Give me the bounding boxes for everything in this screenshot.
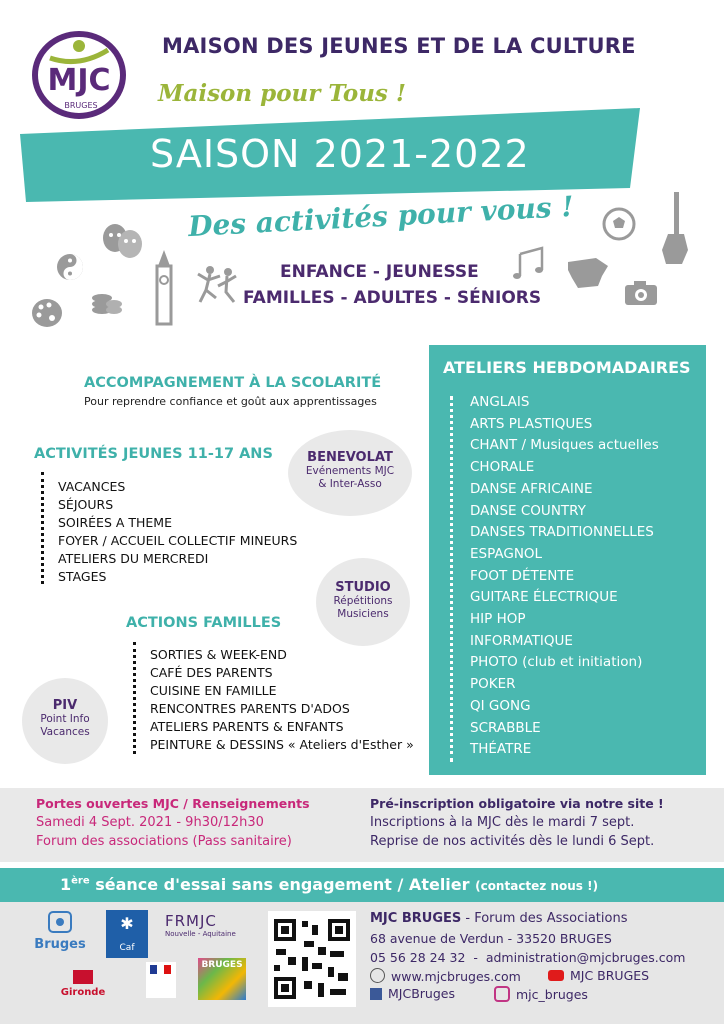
logo-subtext: BRUGES [64,101,98,110]
list-item: ATELIERS DU MERCREDI [58,551,209,566]
public-line-1: ENFANCE - JEUNESSE [280,262,479,282]
open-day-forum: Forum des associations (Pass sanitaire) [36,834,292,849]
youtube-link[interactable] [548,968,649,983]
jeunes-dotted-line [41,472,44,584]
big-ben-icon [148,250,180,326]
preinscription-line-2: Reprise de nos activités dès le lundi 6 Sept. [370,834,655,849]
ateliers-list [470,392,659,761]
trial-ordinal: 1 [60,875,72,894]
list-item: SCRABBLE [470,719,541,736]
facebook-label: MJCBruges [388,986,455,1001]
trial-contact-hint: (contactez nous !) [475,879,599,893]
list-item: STAGES [58,569,107,584]
list-item: DANSES TRADITIONNELLES [470,524,654,541]
gironde-logo [55,970,111,1000]
french-flag-icon [146,962,176,976]
palette-icon [30,296,66,330]
season-title: SAISON 2021-2022 [150,132,530,176]
list-item: INFORMATIQUE [470,632,573,649]
youtube-label: MJC BRUGES [570,968,650,983]
scolarite-subtitle: Pour reprendre confiance et goût aux apprentissages [84,395,377,408]
website-link[interactable] [370,968,521,984]
contact-block [370,911,628,926]
list-item: SOIRÉES A THEME [58,515,172,530]
bruges-label: Bruges [34,937,86,952]
youtube-icon [548,970,564,981]
familles-dotted-line [133,642,136,754]
bruges-associations-logo [198,958,246,1000]
facebook-link[interactable] [370,986,455,1001]
trial-ordinal-sup: ère [71,875,90,887]
list-item: ESPAGNOL [470,545,543,562]
instagram-icon [494,986,510,1002]
globe-icon [370,968,385,983]
instagram-label: mjc_bruges [516,987,588,1002]
yin-yang-icon [55,252,85,282]
bruges-asso-label: BRUGES [201,960,243,970]
list-item: CHORALE [470,459,535,476]
open-day-title: Portes ouvertes MJC / Renseignements [36,796,310,811]
bruges-city-logo [30,910,90,956]
benevolat-line-2: & Inter-Asso [318,478,382,490]
piv-circle [22,678,108,764]
camera-icon [624,280,658,306]
guitar-icon [654,190,690,268]
jeunes-list [58,478,297,586]
tagline: Des activités pour vous ! [187,189,575,244]
studio-line-1: Répétitions [333,595,393,607]
trial-main: séance d'essai sans engagement / Atelier [89,875,476,894]
list-item: FOYER / ACCUEIL COLLECTIF MINEURS [58,533,298,548]
facebook-icon [370,988,382,1000]
list-item: ARTS PLASTIQUES [470,415,593,432]
piv-title: PIV [52,698,78,713]
studio-line-2: Musiciens [337,608,389,620]
instagram-link[interactable] [494,986,588,1002]
frmjc-label: FRMJC [165,912,217,930]
ateliers-dotted-line [450,396,453,762]
public-line-2: FAMILLES - ADULTES - SÉNIORS [243,288,542,308]
list-item: HIP HOP [470,611,526,628]
frmjc-logo [165,912,253,952]
caf-logo [106,910,148,958]
list-item: FOOT DÉTENTE [470,567,575,584]
ateliers-title: ATELIERS HEBDOMADAIRES [443,358,691,377]
list-item: CAFÉ DES PARENTS [150,665,273,680]
open-day-date: Samedi 4 Sept. 2021 - 9h30/12h30 [36,815,264,830]
contact-phone-email[interactable]: 05 56 28 24 32 - administration@mjcbruges.com [370,950,686,965]
soccer-ball-icon [602,207,636,241]
list-item: SORTIES & WEEK-END [150,647,287,662]
preinscription-line-1: Inscriptions à la MJC dès le mardi 7 sept. [370,815,635,830]
list-item: RENCONTRES PARENTS D'ADOS [150,701,350,716]
gironde-label: Gironde [60,987,106,998]
prefecture-logo [146,962,176,998]
bruges-emblem-icon [47,910,73,934]
benevolat-line-1: Evénements MJC [305,465,395,477]
jeunes-title: ACTIVITÉS JEUNES 11-17 ANS [34,446,273,462]
piv-line-2: Vacances [40,726,90,738]
list-item: DANSE AFRICAINE [470,480,593,497]
organisation-title: MAISON DES JEUNES ET DE LA CULTURE [162,34,636,58]
gironde-emblem-icon [73,970,93,984]
benevolat-circle [288,430,412,516]
list-item: ANGLAIS [470,394,530,410]
contact-address: 68 avenue de Verdun - 33520 BRUGES [370,931,612,946]
theater-masks-icon [100,220,144,262]
list-item: VACANCES [58,479,126,494]
list-item: ATELIERS PARENTS & ENFANTS [150,719,344,734]
website-label: www.mjcbruges.com [391,969,521,984]
list-item: PHOTO (club et initiation) [470,654,643,671]
studio-title: STUDIO [335,580,391,595]
list-item: THÉATRE [470,741,532,758]
list-item: QI GONG [470,697,531,714]
list-item: PEINTURE & DESSINS « Ateliers d'Esther » [150,737,414,752]
caf-star-icon: ✱ [120,914,134,933]
studio-circle [316,558,410,646]
contact-name-suffix: - Forum des Associations [461,911,628,926]
spain-map-icon [566,256,610,290]
list-item: CHANT / Musiques actuelles [470,437,659,454]
preinscription-title: Pré-inscription obligatoire via notre site ! [370,796,664,811]
music-notes-icon [512,244,548,284]
list-item: SÉJOURS [58,497,114,512]
scolarite-title: ACCOMPAGNEMENT À LA SCOLARITÉ [84,375,382,391]
list-item: CUISINE EN FAMILLE [150,683,277,698]
benevolat-title: BENEVOLAT [307,450,393,465]
list-item: GUITARE ÉLECTRIQUE [470,589,618,606]
frmjc-sublabel: Nouvelle - Aquitaine [165,930,236,938]
familles-title: ACTIONS FAMILLES [126,615,282,631]
piv-line-1: Point Info [40,713,90,725]
contact-name: MJC BRUGES [370,911,462,926]
dancers-icon [196,262,240,306]
trial-text [60,875,598,894]
list-item: DANSE COUNTRY [470,502,586,519]
familles-list [150,646,414,754]
list-item: POKER [470,676,516,693]
coins-icon [88,284,124,316]
slogan: Maison pour Tous ! [158,80,406,107]
caf-label: Caf [119,943,135,953]
qr-code[interactable] [268,911,356,1007]
logo-text: MJC [47,63,111,98]
